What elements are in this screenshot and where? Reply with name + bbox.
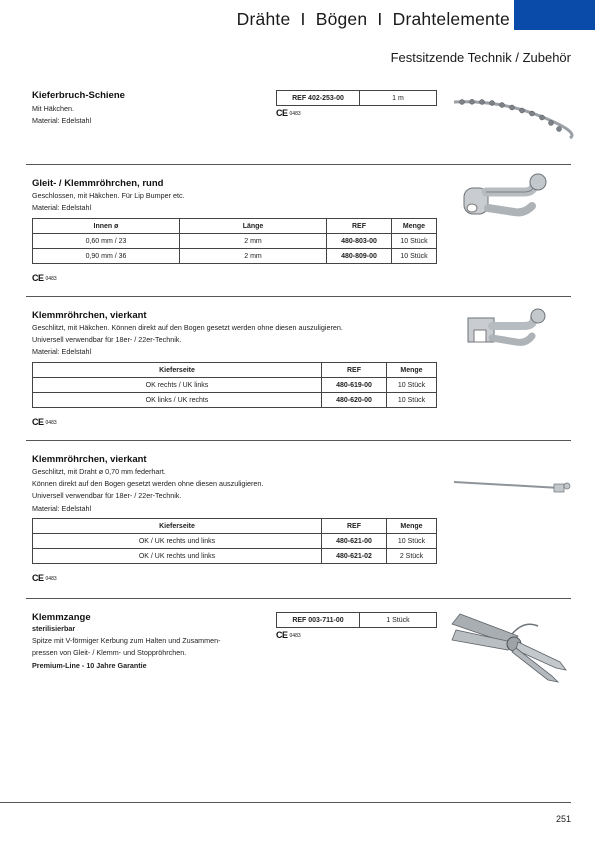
section-divider <box>26 440 571 441</box>
ref-number: REF 003-711-00 <box>277 613 360 628</box>
column-header: Kieferseite <box>33 363 322 378</box>
ce-number: 0483 <box>289 111 301 117</box>
section-title: Gleit- / Klemmröhrchen, rund <box>32 178 164 189</box>
description-line: Universell verwendbar für 18er- / 22er-Technik. <box>32 491 182 501</box>
quantity: 1 m <box>360 91 437 106</box>
ce-symbol: CE <box>32 417 44 427</box>
section-title: Klemmzange <box>32 612 91 623</box>
ce-symbol: CE <box>276 630 288 640</box>
warranty-label: Premium-Line - 10 Jahre Garantie <box>32 660 147 670</box>
section-klemmroehrchen-draht <box>32 454 452 515</box>
description-line: pressen von Gleit- / Klemm- und Stoppröhrchen. <box>32 648 187 658</box>
ref-box <box>276 612 437 628</box>
table-header-row <box>33 363 437 378</box>
section-gleit-klemmroehrchen <box>32 178 452 214</box>
column-header: Menge <box>387 519 437 534</box>
column-header: Innen ø <box>33 219 180 234</box>
column-header: REF <box>327 219 392 234</box>
header-accent-tab <box>514 0 595 30</box>
table-cell: 10 Stück <box>387 534 437 549</box>
product-table <box>32 362 437 408</box>
table-cell: 2 Stück <box>387 549 437 564</box>
ce-mark <box>276 630 301 640</box>
table-cell: OK / UK rechts und links <box>33 549 322 564</box>
ce-symbol: CE <box>276 108 288 118</box>
ce-number: 0483 <box>289 633 301 639</box>
description-line: Geschlitzt, mit Draht ø 0,70 mm federhart. <box>32 467 166 476</box>
table-cell: 10 Stück <box>392 249 437 264</box>
table-cell: 480-619-00 <box>322 378 387 393</box>
product-table <box>32 218 437 264</box>
ce-symbol: CE <box>32 273 44 283</box>
description-line: Material: Edelstahl <box>32 503 92 513</box>
section-divider <box>26 296 571 297</box>
table-row <box>33 393 437 408</box>
section-description <box>32 190 452 214</box>
section-title: Klemmröhrchen, vierkant <box>32 454 147 465</box>
ref-number: REF 402-253-00 <box>277 91 360 106</box>
table-row <box>33 378 437 393</box>
ce-number: 0483 <box>45 576 57 582</box>
description-line: Material: Edelstahl <box>32 116 92 126</box>
section-klemmzange <box>32 612 272 672</box>
page-number: 251 <box>555 814 571 824</box>
description-line: Geschlitzt, mit Häkchen. Können direkt auf den Bogen gesetzt werden ohne diesen auszuligieren. <box>32 323 343 332</box>
quantity: 1 Stück <box>360 613 437 628</box>
ce-number: 0483 <box>45 276 57 282</box>
pliers-icon <box>448 610 573 686</box>
page-subtitle: Festsitzende Technik / Zubehör <box>390 50 571 65</box>
column-header: REF <box>322 363 387 378</box>
table-cell: 2 mm <box>180 234 327 249</box>
round-tube-hook-icon <box>458 170 568 230</box>
table-row <box>33 534 437 549</box>
table-cell: OK rechts / UK links <box>33 378 322 393</box>
table-cell: 480-809-00 <box>327 249 392 264</box>
square-tube-hook-icon <box>462 304 566 360</box>
section-title: Kieferbruch-Schiene <box>32 90 125 101</box>
description-line: Spitze mit V-förmiger Kerbung zum Halten und Zusammen- <box>32 636 221 646</box>
table-cell: 0,90 mm / 36 <box>33 249 180 264</box>
ce-mark <box>276 108 301 118</box>
table-row <box>33 549 437 564</box>
description-line: Mit Häkchen. <box>32 104 74 113</box>
table-cell: 0,60 mm / 23 <box>33 234 180 249</box>
column-header: Länge <box>180 219 327 234</box>
column-header: REF <box>322 519 387 534</box>
description-line: Geschlossen, mit Häkchen. Für Lip Bumper etc. <box>32 191 185 200</box>
column-header: Kieferseite <box>33 519 322 534</box>
description-line: Material: Edelstahl <box>32 203 92 213</box>
section-divider <box>26 164 571 165</box>
ce-number: 0483 <box>45 420 57 426</box>
table-header-row <box>33 219 437 234</box>
table-cell: 480-803-00 <box>327 234 392 249</box>
tube-wire-icon <box>450 474 575 496</box>
section-divider <box>26 598 571 599</box>
ce-mark <box>32 417 57 427</box>
description-line: Material: Edelstahl <box>32 347 92 357</box>
table-row <box>33 249 437 264</box>
section-description <box>32 466 452 515</box>
table-cell: 2 mm <box>180 249 327 264</box>
ce-symbol: CE <box>32 573 44 583</box>
table-cell: 480-621-02 <box>322 549 387 564</box>
ce-mark <box>32 273 57 283</box>
page-title: Drähte I Bögen I Drahtelemente <box>236 9 510 29</box>
section-description <box>32 322 452 359</box>
column-header: Menge <box>392 219 437 234</box>
table-cell: 10 Stück <box>387 378 437 393</box>
table-cell: 480-620-00 <box>322 393 387 408</box>
description-line: Universell verwendbar für 18er- / 22er-Technik. <box>32 335 182 345</box>
table-row <box>33 234 437 249</box>
table-cell: OK / UK rechts und links <box>33 534 322 549</box>
description-line: Können direkt auf den Bogen gesetzt werden ohne diesen auszuligieren. <box>32 479 264 489</box>
ref-box <box>276 90 437 106</box>
section-title: Klemmröhrchen, vierkant <box>32 310 147 321</box>
table-header-row <box>33 519 437 534</box>
table-cell: 10 Stück <box>392 234 437 249</box>
table-cell: 480-621-00 <box>322 534 387 549</box>
table-cell: OK links / UK rechts <box>33 393 322 408</box>
section-description <box>32 623 272 672</box>
column-header: Menge <box>387 363 437 378</box>
footer-divider <box>0 802 571 803</box>
section-klemmroehrchen-vierkant <box>32 310 452 359</box>
splint-wire-icon <box>450 92 575 144</box>
ce-mark <box>32 573 57 583</box>
table-cell: 10 Stück <box>387 393 437 408</box>
sterilizable-label: sterilisierbar <box>32 624 76 633</box>
product-table <box>32 518 437 564</box>
